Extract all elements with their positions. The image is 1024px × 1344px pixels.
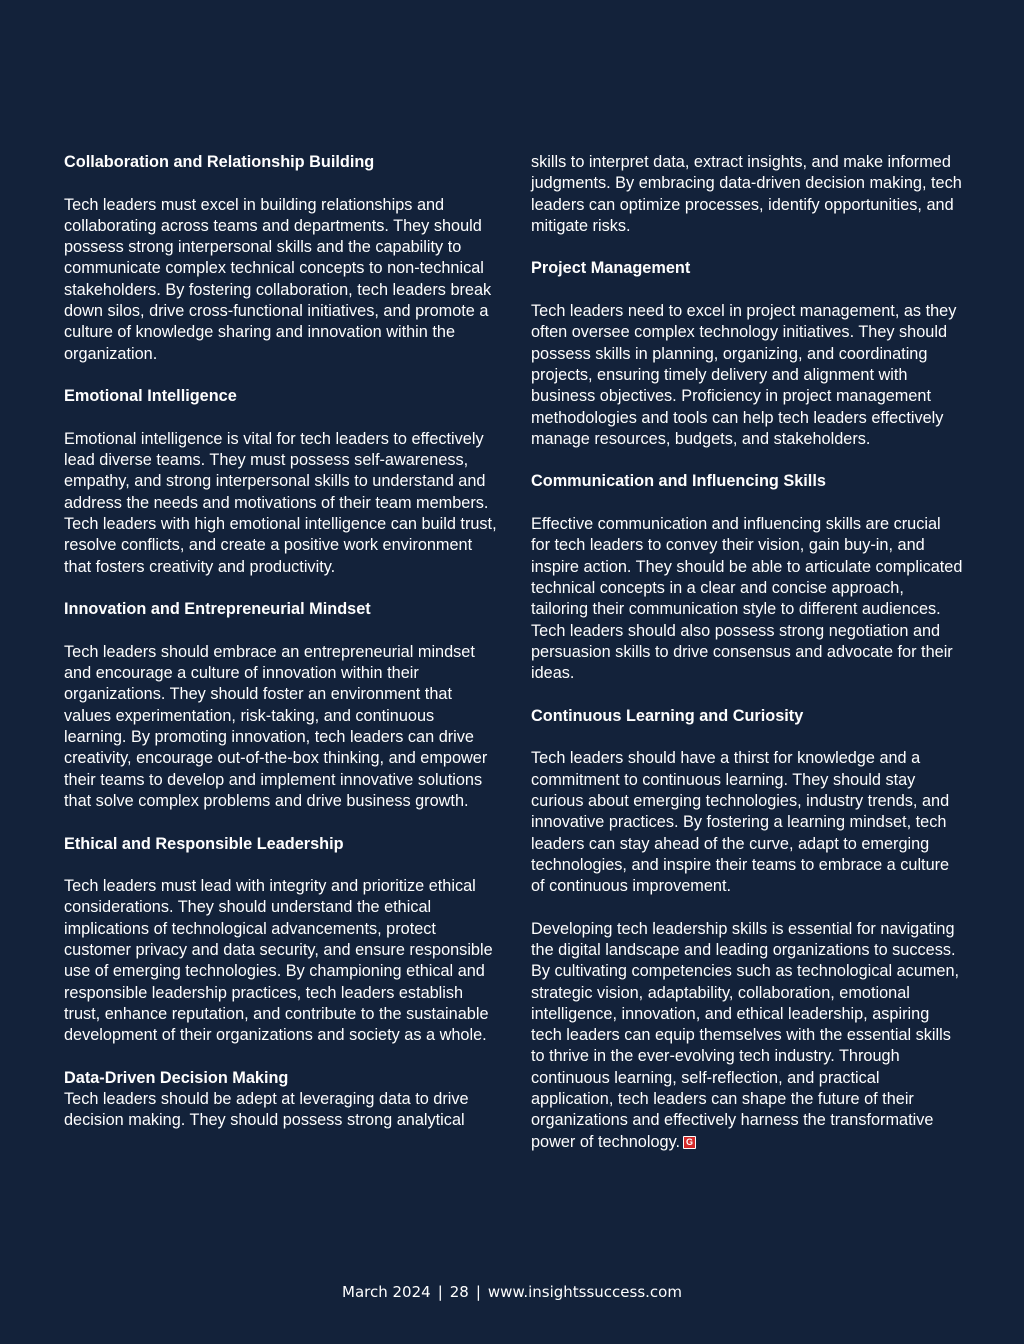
section-body-innovation: Tech leaders should embrace an entrepreneurial mindset and encourage a culture of innovation within their organizations. They should foster an environment that values experimentation, risk-taking, and continuous learning. By promoting innovation, tech leaders can drive creativity, encourage out-of-the-box thinking, and empower their teams to develop and implement innovative solutions that solve complex problems and drive business growth. xyxy=(64,642,488,810)
section-heading-collaboration: Collaboration and Relationship Building xyxy=(64,153,375,171)
page-footer xyxy=(0,1283,1024,1301)
section-heading-continuous-learning: Continuous Learning and Curiosity xyxy=(531,706,804,725)
footer-page-number: 28 xyxy=(449,1283,469,1301)
footer-separator: | xyxy=(475,1283,481,1301)
section-heading-project-management: Project Management xyxy=(531,259,691,278)
left-column xyxy=(64,152,499,1153)
conclusion-text: Developing tech leadership skills is essential for navigating the digital landscape and leading organizations to success. By cultivating competencies such as technological acumen, strategic vision, adaptability, collaboration, emotional intelligence, innovation, and ethical leadership, aspiring tech leaders can equip themselves with the essential skills to thrive in the ever-evolving tech industry. Through continuous learning, self-reflection, and practical application, tech leaders can shape the future of their organizations and effectively harness the transformative power of technology. xyxy=(531,919,960,1151)
section-heading-data-driven: Data-Driven Decision Making xyxy=(64,1068,289,1087)
section-body-continuous-learning: Tech leaders should have a thirst for knowledge and a commitment to continuous learning. They should stay curious about emerging technologies, industry trends, and innovative practices. By fostering a learning mindset, tech leaders can stay ahead of the curve, adapt to emerging technologies, and inspire their teams to embrace a culture of continuous improvement. xyxy=(531,749,950,896)
section-body-project-management: Tech leaders need to excel in project management, as they often oversee complex technology initiatives. They should possess skills in planning, organizing, and coordinating projects, ensuring timely delivery and alignment with business objectives. Proficiency in project management methodologies and tools can help tech leaders effectively manage resources, budgets, and stakeholders. xyxy=(531,302,957,448)
section-heading-communication: Communication and Influencing Skills xyxy=(531,472,826,491)
section-body-ethical-leadership: Tech leaders must lead with integrity and prioritize ethical considerations. They should understand the ethical implications of technological advancements, protect customer privacy and data security, and ensure responsible use of emerging technologies. By championing ethical and responsible leadership practices, tech leaders establish trust, enhance reputation, and contribute to the sustainable development of their organizations and society as a whole. xyxy=(64,877,493,1045)
section-heading-ethical-leadership: Ethical and Responsible Leadership xyxy=(64,834,344,853)
section-body-emotional-intelligence: Emotional intelligence is vital for tech leaders to effectively lead diverse teams. They must possess self-awareness, empathy, and strong interpersonal skills to understand and address the needs and motivations of their team members. Tech leaders with high emotional intelligence can build trust, resolve conflicts, and create a positive work environment that fosters creativity and productivity. xyxy=(64,429,497,576)
section-heading-emotional-intelligence: Emotional Intelligence xyxy=(64,387,237,406)
right-column xyxy=(531,152,963,1174)
footer-website: www.insightssuccess.com xyxy=(487,1283,682,1301)
end-of-article-icon: G xyxy=(683,1136,696,1149)
section-body-data-driven: Tech leaders should be adept at leveraging data to drive decision making. They should possess strong analytical xyxy=(64,1090,469,1130)
section-body-data-driven-continued: skills to interpret data, extract insights, and make informed judgments. By embracing data-driven decision making, tech leaders can optimize processes, identify opportunities, and mitigate risks. xyxy=(531,153,962,235)
footer-separator: | xyxy=(437,1283,443,1301)
section-body-collaboration: Tech leaders must excel in building relationships and collaborating across teams and departments. They should possess strong interpersonal skills and the capability to communicate complex technical concepts to non-technical stakeholders. By fostering collaboration, tech leaders break down silos, drive cross-functional initiatives, and promote a culture of knowledge sharing and innovation within the organization. xyxy=(64,195,492,363)
section-heading-innovation: Innovation and Entrepreneurial Mindset xyxy=(64,600,371,619)
footer-date: March 2024 xyxy=(342,1283,431,1301)
section-body-communication: Effective communication and influencing skills are crucial for tech leaders to convey their vision, gain buy-in, and inspire action. They should be able to articulate complicated technical concepts in a clear and concise approach, tailoring their communication style to different audiences. Tech leaders should also possess strong negotiation and persuasion skills to drive consensus and advocate for their ideas. xyxy=(531,515,963,683)
conclusion-paragraph xyxy=(531,919,963,1153)
